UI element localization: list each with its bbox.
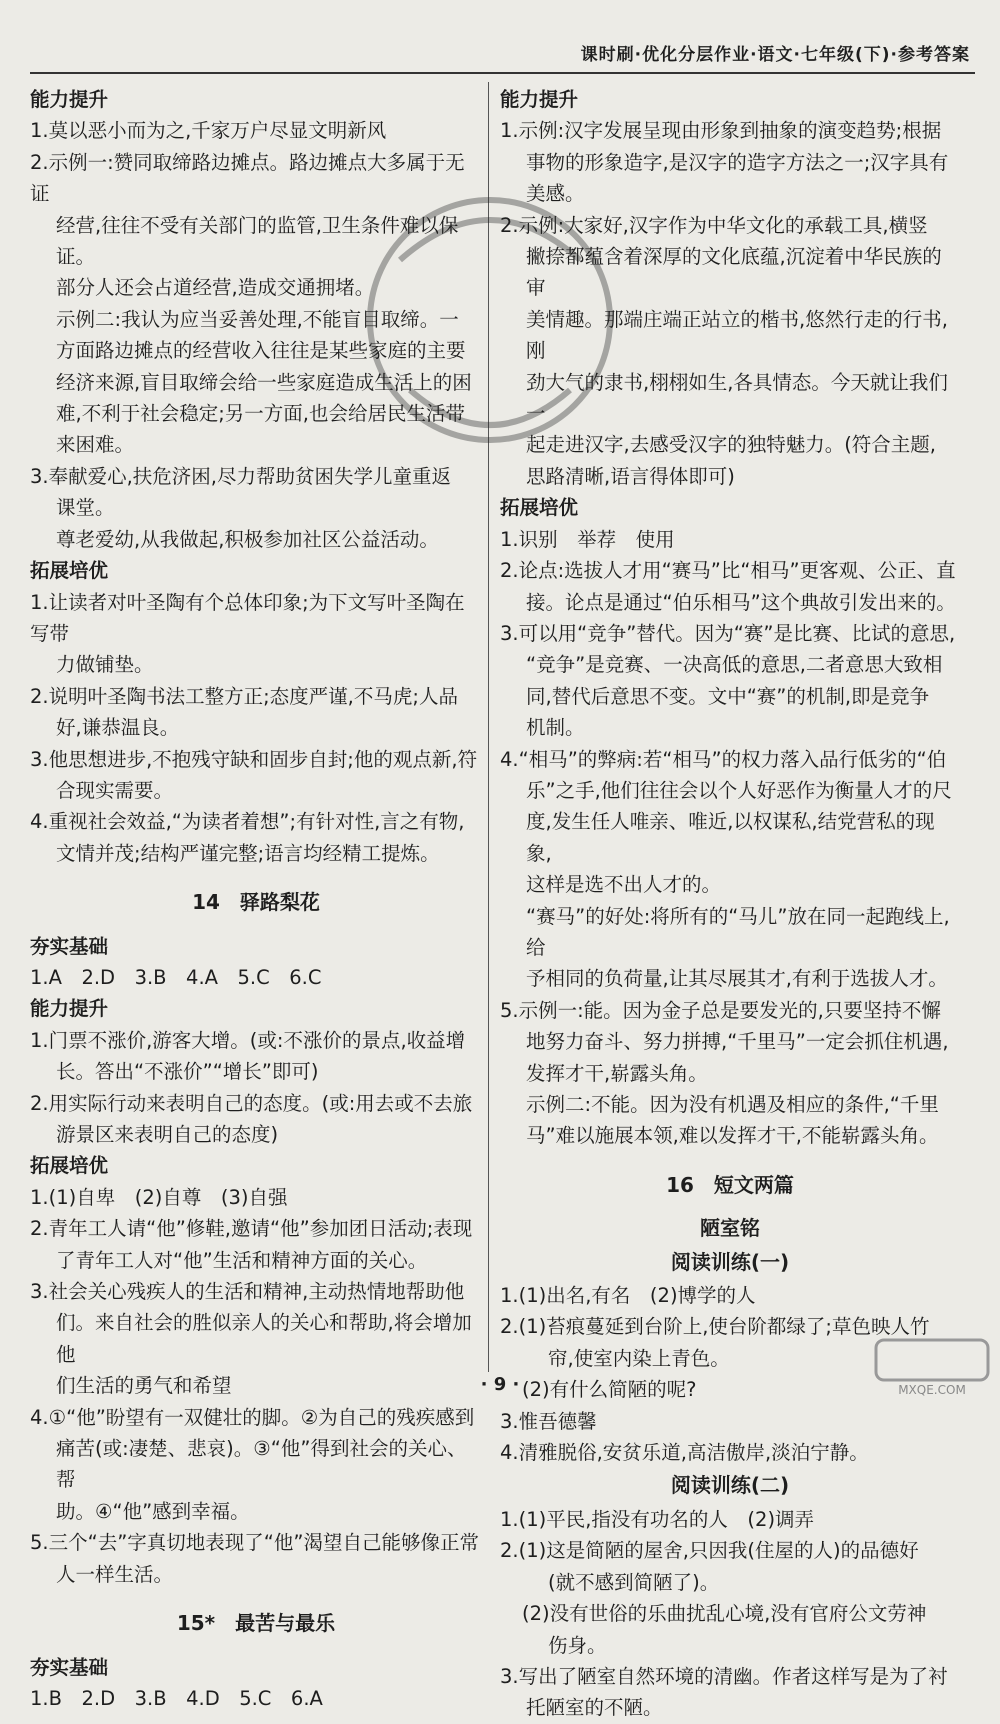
answer-line: 思路清晰,语言得体即可) [526, 464, 735, 488]
answer-line: 接。论点是通过“伯乐相马”这个典故引发出来的。 [526, 590, 956, 614]
lesson-title: 16 短文两篇 [666, 1172, 794, 1197]
answer-line: 美感。 [526, 182, 585, 206]
answer-line: 1.A 2.D 3.B 4.A 5.C 6.C [30, 965, 322, 989]
answer-line: 文情并茂;结构严谨完整;语言均经精工提炼。 [56, 841, 440, 865]
answer-line: 这样是选不出人才的。 [526, 873, 722, 897]
section-heading: 拓展培优 [30, 1154, 109, 1178]
answer-line: 4.清雅脱俗,安贫乐道,高洁傲岸,淡泊宁静。 [500, 1441, 869, 1465]
section-heading: 拓展培优 [500, 496, 579, 520]
section-heading: 夯实基础 [30, 1655, 109, 1679]
answer-line: 事物的形象造字,是汉字的造字方法之一;汉字具有 [526, 150, 949, 174]
section-heading: 能力提升 [30, 997, 109, 1021]
answer-line: 1.B 2.D 3.B 4.D 5.C 6.A [30, 1686, 323, 1710]
left-column [30, 84, 482, 1714]
section-heading: 能力提升 [500, 88, 579, 111]
right-column [500, 84, 960, 1724]
answer-line: 1.门票不涨价,游客大增。(或:不涨价的景点,收益增 [30, 1028, 466, 1052]
answer-line: 示例二:不能。因为没有机遇及相应的条件,“千里 [526, 1093, 939, 1116]
section-heading: 能力提升 [30, 88, 109, 111]
answer-line: 示例二:我认为应当妥善处理,不能盲目取缔。一 [56, 307, 459, 331]
header-rule [30, 72, 975, 74]
answer-line: 3.写出了陋室自然环境的清幽。作者这样写是为了衬 [500, 1664, 948, 1688]
sub-title: 陋室铭 [700, 1216, 760, 1241]
answer-line: 2.(1)这是简陋的屋舍,只因我(住屋的人)的品德好 [500, 1539, 919, 1563]
answer-line: 合现实需要。 [56, 778, 174, 802]
answer-line: 们。来自社会的胜似亲人的关心和帮助,将会增加他 [56, 1311, 472, 1366]
answer-line: 2.示例一:赞同取缔路边摊点。路边摊点大多属于无证 [30, 150, 465, 206]
answer-line: 方面路边摊点的经营收入往往是某些家庭的主要 [56, 339, 466, 363]
answer-line: 4.重视社会效益,“为读者着想”;有针对性,言之有物, [30, 810, 465, 834]
answer-line: 1.识别 举荐 使用 [500, 527, 675, 551]
answer-line: 难,不利于社会稳定;另一方面,也会给居民生活带 [56, 402, 465, 426]
answer-line: 3.社会关心残疾人的生活和精神,主动热情地帮助他 [30, 1280, 465, 1304]
answer-line: (就不感到简陋了)。 [548, 1570, 720, 1594]
answer-line: 3.奉献爱心,扶危济困,尽力帮助贫困失学儿童重返 [30, 464, 452, 488]
exercise-title: 阅读训练(一) [670, 1249, 790, 1274]
answer-line: 3.他思想进步,不抱残守缺和固步自封;他的观点新,符 [30, 747, 478, 771]
page-header: 课时刷·优化分层作业·语文·七年级(下)·参考答案 [580, 45, 970, 65]
answer-line: 2.(1)苔痕蔓延到台阶上,使台阶都绿了;草色映人竹 [500, 1315, 930, 1339]
answer-line: “竞争”是竞赛、一决高低的意思,二者意思大致相 [526, 653, 943, 677]
answer-line: 5.示例一:能。因为金子总是要发光的,只要坚持不懈 [500, 998, 941, 1022]
answer-line: 来困难。 [56, 433, 135, 457]
answer-line: 美情趣。那端庄端正站立的楷书,悠然行走的行书,刚 [526, 307, 948, 363]
answer-line: 部分人还会占道经营,造成交通拥堵。 [56, 276, 375, 300]
lesson-title: 14 驿路梨花 [192, 890, 320, 915]
answer-line: 痛苦(或:凄楚、悲哀)。③“他”得到社会的关心、帮 [56, 1437, 467, 1492]
answer-line: 好,谦恭温良。 [56, 716, 180, 740]
section-heading: 夯实基础 [30, 934, 109, 958]
answer-line: 人一样生活。 [56, 1562, 174, 1586]
answer-line: 力做铺垫。 [56, 653, 154, 677]
answer-line: (2)没有世俗的乐曲扰乱心境,没有官府公文劳神 [522, 1602, 927, 1626]
answer-line: 帘,使室内染上青色。 [548, 1346, 730, 1370]
answer-line: 5.三个“去”字真切地表现了“他”渴望自己能够像正常 [30, 1531, 480, 1555]
answer-line: 2.用实际行动来表明自己的态度。(或:用去或不去旅 [30, 1091, 473, 1115]
answer-line: “赛马”的好处:将所有的“马儿”放在同一起跑线上,给 [526, 904, 950, 959]
answer-line: 游景区来表明自己的态度) [56, 1123, 279, 1146]
answer-line: 起走进汉字,去感受汉字的独特魅力。(符合主题, [526, 433, 937, 457]
answer-line: 经营,往往不受有关部门的监管,卫生条件难以保证。 [56, 213, 459, 269]
answer-line: 们生活的勇气和希望 [56, 1374, 232, 1398]
answer-line: 长。答出“不涨价”“增长”即可) [56, 1060, 319, 1084]
answer-line: 托陋室的不陋。 [526, 1696, 663, 1720]
answer-line: 1.(1)出名,有名 (2)博学的人 [500, 1284, 756, 1308]
answer-line: 助。④“他”感到幸福。 [56, 1499, 250, 1523]
answer-line: 尊老爱幼,从我做起,积极参加社区公益活动。 [56, 527, 439, 551]
answer-line: 3.可以用“竞争”替代。因为“赛”是比赛、比试的意思, [500, 621, 956, 645]
answer-line: 发挥才干,崭露头角。 [526, 1061, 708, 1085]
watermark-text: MXQE.COM [898, 1383, 966, 1397]
answer-line: 劲大气的隶书,栩栩如生,各具情态。今天就让我们一 [526, 370, 948, 426]
answer-line: 1.(1)平民,指没有功名的人 (2)调弄 [500, 1507, 815, 1531]
answer-line: 伤身。 [548, 1633, 607, 1657]
answer-line: 了青年工人对“他”生活和精神方面的关心。 [56, 1248, 428, 1272]
answer-line: 3.惟吾德馨 [500, 1409, 597, 1433]
column-divider [488, 82, 489, 1372]
answer-line: 马”难以施展本领,难以发挥才干,不能崭露头角。 [526, 1124, 939, 1148]
answer-line: (2)有什么简陋的呢? [522, 1378, 697, 1402]
answer-line: 2.示例:大家好,汉字作为中华文化的承载工具,横竖 [500, 213, 928, 237]
answer-line: 课堂。 [56, 496, 115, 520]
lesson-title: 15* 最苦与最乐 [176, 1611, 336, 1636]
answer-line: 予相同的负荷量,让其尽展其才,有利于选拔人才。 [526, 967, 948, 991]
answer-line: 地努力奋斗、努力拼搏,“千里马”一定会抓住机遇, [526, 1030, 949, 1054]
answer-line: 1.让读者对叶圣陶有个总体印象;为下文写叶圣陶在写带 [30, 590, 465, 645]
exercise-title: 阅读训练(二) [670, 1473, 790, 1498]
answer-line: 4.①“他”盼望有一双健壮的脚。②为自己的残疾感到 [30, 1405, 475, 1429]
answer-line: 4.“相马”的弊病:若“相马”的权力落入品行低劣的“伯 [500, 747, 947, 771]
answer-line: 2.说明叶圣陶书法工整方正;态度严谨,不马虎;人品 [30, 684, 458, 708]
answer-line: 1.示例:汉字发展呈现由形象到抽象的演变趋势;根据 [500, 119, 942, 143]
answer-line: 2.青年工人请“他”修鞋,邀请“他”参加团日活动;表现 [30, 1217, 473, 1241]
answer-line: 1.莫以恶小而为之,千家万户尽显文明新风 [30, 119, 387, 143]
section-heading: 拓展培优 [30, 559, 109, 583]
answer-line: 撇捺都蕴含着深厚的文化底蕴,沉淀着中华民族的审 [526, 245, 942, 300]
answer-line: 机制。 [526, 716, 585, 740]
answer-line: 乐”之手,他们往往会以个人好恶作为衡量人才的尺 [526, 778, 952, 802]
answer-line: 1.(1)自卑 (2)自尊 (3)自强 [30, 1185, 288, 1209]
answer-line: 2.论点:选拔人才用“赛马”比“相马”更客观、公正、直 [500, 559, 956, 583]
answer-line: 同,替代后意思不变。文中“赛”的机制,即是竞争 [526, 684, 930, 708]
answer-line: 度,发生任人唯亲、唯近,以权谋私,结党营私的现象, [526, 810, 935, 865]
page-number: · 9 · [480, 1374, 520, 1395]
answer-line: 经济来源,盲目取缔会给一些家庭造成生活上的困 [56, 370, 472, 394]
